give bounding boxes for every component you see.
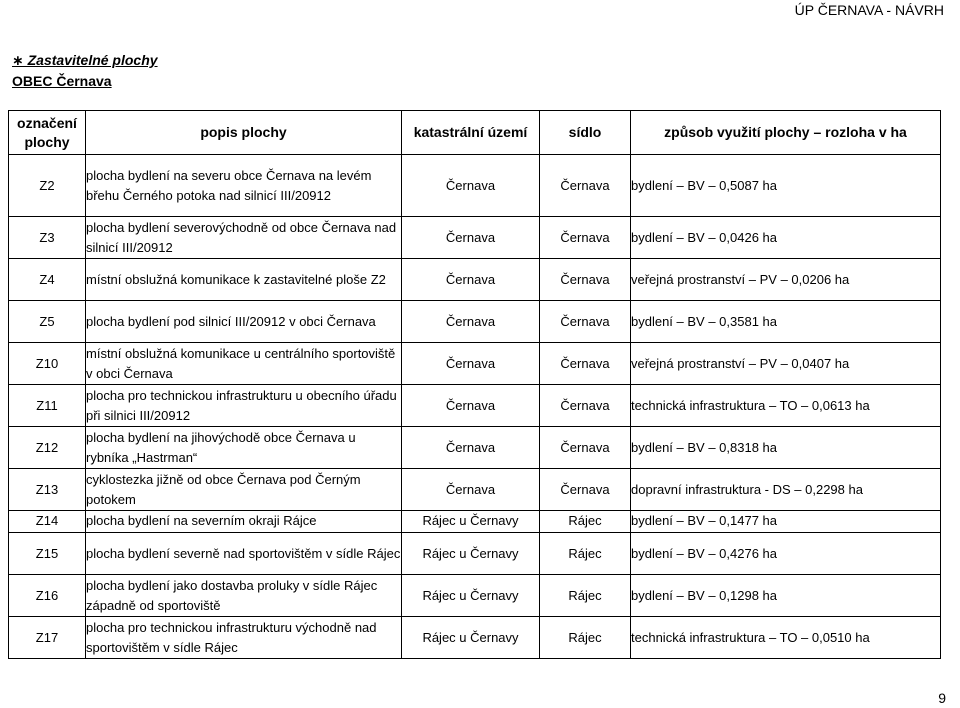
table-header-row — [9, 111, 941, 155]
cell-cadastral: Černava — [402, 301, 540, 343]
cell-settlement: Černava — [540, 259, 631, 301]
cell-settlement: Rájec — [540, 575, 631, 617]
cell-cadastral: Černava — [402, 427, 540, 469]
cell-description: plocha bydlení severně nad sportovištěm v sídle Rájec — [86, 533, 402, 575]
cell-description: plocha bydlení jako dostavba proluky v sídle Rájec západně od sportoviště — [86, 575, 402, 617]
cell-settlement: Černava — [540, 343, 631, 385]
table-row — [9, 469, 941, 511]
cell-settlement: Rájec — [540, 617, 631, 659]
cell-description: plocha bydlení severovýchodně od obce Černava nad silnicí III/20912 — [86, 217, 402, 259]
cell-settlement: Černava — [540, 301, 631, 343]
cell-code: Z15 — [9, 533, 86, 575]
cell-description: plocha pro technickou infrastrukturu u obecního úřadu při silnici III/20912 — [86, 385, 402, 427]
cell-code: Z14 — [9, 511, 86, 533]
cell-use: bydlení – BV – 0,1477 ha — [631, 511, 941, 533]
cell-settlement: Rájec — [540, 511, 631, 533]
cell-use: bydlení – BV – 0,1298 ha — [631, 575, 941, 617]
table-row — [9, 301, 941, 343]
cell-description: cyklostezka jižně od obce Černava pod Černým potokem — [86, 469, 402, 511]
cell-cadastral: Rájec u Černavy — [402, 533, 540, 575]
cell-code: Z16 — [9, 575, 86, 617]
cell-use: veřejná prostranství – PV – 0,0206 ha — [631, 259, 941, 301]
cell-code: Z11 — [9, 385, 86, 427]
cell-cadastral: Rájec u Černavy — [402, 617, 540, 659]
cell-cadastral: Rájec u Černavy — [402, 511, 540, 533]
cell-settlement: Černava — [540, 385, 631, 427]
cell-code: Z13 — [9, 469, 86, 511]
cell-use: technická infrastruktura – TO – 0,0510 ha — [631, 617, 941, 659]
cell-cadastral: Černava — [402, 259, 540, 301]
municipality-heading: OBEC Černava — [12, 73, 112, 89]
cell-code: Z10 — [9, 343, 86, 385]
cell-description: plocha bydlení pod silnicí III/20912 v obci Černava — [86, 301, 402, 343]
cell-code: Z2 — [9, 155, 86, 217]
cell-code: Z17 — [9, 617, 86, 659]
cell-use: dopravní infrastruktura - DS – 0,2298 ha — [631, 469, 941, 511]
table-row — [9, 511, 941, 533]
cell-code: Z4 — [9, 259, 86, 301]
cell-use: technická infrastruktura – TO – 0,0613 ha — [631, 385, 941, 427]
cell-description: plocha bydlení na jihovýchodě obce Černava u rybníka „Hastrman“ — [86, 427, 402, 469]
plots-table — [8, 110, 941, 659]
header-description: popis plochy — [86, 111, 402, 155]
table-row — [9, 427, 941, 469]
header-use: způsob využití plochy – rozloha v ha — [631, 111, 941, 155]
cell-cadastral: Černava — [402, 217, 540, 259]
cell-cadastral: Černava — [402, 343, 540, 385]
cell-cadastral: Rájec u Černavy — [402, 575, 540, 617]
cell-cadastral: Černava — [402, 155, 540, 217]
cell-use: bydlení – BV – 0,4276 ha — [631, 533, 941, 575]
cell-description: místní obslužná komunikace k zastavitelné ploše Z2 — [86, 259, 402, 301]
cell-code: Z3 — [9, 217, 86, 259]
cell-description: plocha bydlení na severním okraji Rájce — [86, 511, 402, 533]
cell-settlement: Rájec — [540, 533, 631, 575]
cell-code: Z12 — [9, 427, 86, 469]
cell-use: bydlení – BV – 0,3581 ha — [631, 301, 941, 343]
table-row — [9, 617, 941, 659]
header-settlement: sídlo — [540, 111, 631, 155]
table-row — [9, 343, 941, 385]
table-row — [9, 217, 941, 259]
cell-description: plocha pro technickou infrastrukturu východně nad sportovištěm v sídle Rájec — [86, 617, 402, 659]
section-title: ∗ Zastavitelné plochy — [12, 52, 158, 68]
table-row — [9, 155, 941, 217]
cell-description: plocha bydlení na severu obce Černava na levém břehu Černého potoka nad silnicí III/20912 — [86, 155, 402, 217]
cell-cadastral: Černava — [402, 385, 540, 427]
header-code: označení plochy — [9, 111, 86, 155]
page-number: 9 — [938, 690, 946, 706]
cell-use: bydlení – BV – 0,5087 ha — [631, 155, 941, 217]
table-row — [9, 575, 941, 617]
cell-settlement: Černava — [540, 217, 631, 259]
cell-use: bydlení – BV – 0,8318 ha — [631, 427, 941, 469]
table-row — [9, 533, 941, 575]
table-row — [9, 385, 941, 427]
cell-settlement: Černava — [540, 427, 631, 469]
table-row — [9, 259, 941, 301]
cell-settlement: Černava — [540, 155, 631, 217]
cell-description: místní obslužná komunikace u centrálního sportoviště v obci Černava — [86, 343, 402, 385]
cell-use: veřejná prostranství – PV – 0,0407 ha — [631, 343, 941, 385]
cell-code: Z5 — [9, 301, 86, 343]
running-header: ÚP ČERNAVA - NÁVRH — [794, 2, 944, 18]
cell-use: bydlení – BV – 0,0426 ha — [631, 217, 941, 259]
header-cadastral: katastrální území — [402, 111, 540, 155]
cell-cadastral: Černava — [402, 469, 540, 511]
cell-settlement: Černava — [540, 469, 631, 511]
